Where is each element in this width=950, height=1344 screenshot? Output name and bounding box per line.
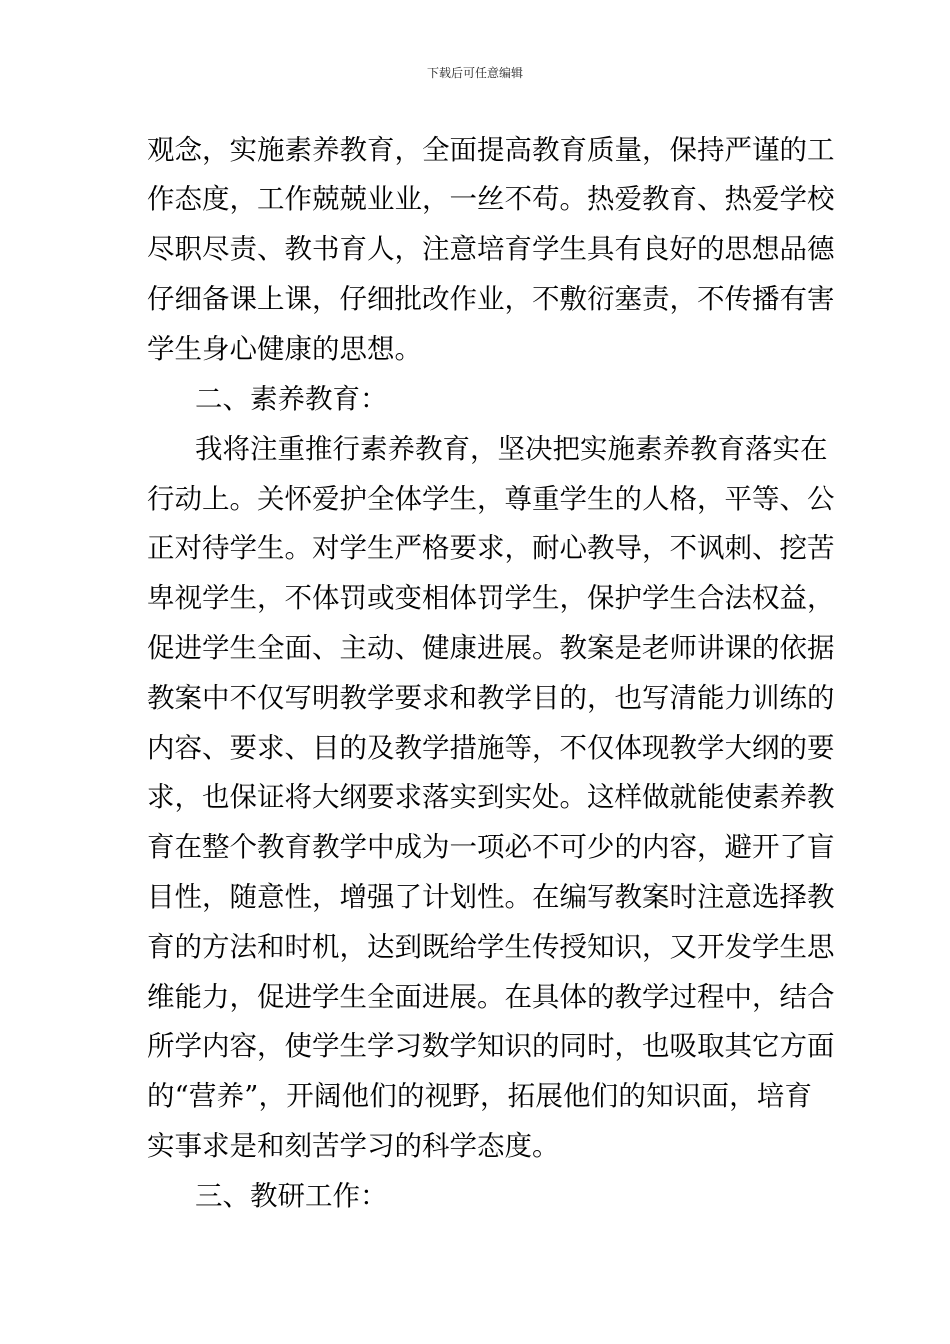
body-line: 教案中不仅写明教学要求和教学目的，也写清能力训练的 — [147, 682, 835, 714]
body-line: 尽职尽责、教书育人，注意培育学生具有良好的思想品德 — [147, 233, 835, 265]
body-line: 所学内容，使学生学习数学知识的同时，也吸取其它方面 — [147, 1030, 835, 1062]
section-heading: 二、素养教育： — [195, 383, 388, 415]
body-line: 求，也保证将大纲要求落实到实处。这样做就能使素养教 — [147, 781, 835, 813]
body-line: 我将注重推行素养教育，坚决把实施素养教育落实在 — [195, 433, 828, 465]
body-line: 目性，随意性，增强了计划性。在编写教案时注意选择教 — [147, 881, 835, 913]
body-line: 育的方法和时机，达到既给学生传授知识，又开发学生思 — [147, 931, 835, 963]
body-line: 的“营养”，开阔他们的视野，拓展他们的知识面，培育 — [147, 1080, 812, 1112]
body-line: 育在整个教育教学中成为一项必不可少的内容，避开了盲 — [147, 831, 835, 863]
body-line: 正对待学生。对学生严格要求，耐心教导，不讽刺、挖苦 — [147, 532, 835, 564]
body-line: 维能力，促进学生全面进展。在具体的教学过程中，结合 — [147, 981, 835, 1013]
body-line: 行动上。关怀爱护全体学生，尊重学生的人格，平等、公 — [147, 483, 835, 515]
body-line: 学生身心健康的思想。 — [147, 333, 422, 365]
body-line: 作态度，工作兢兢业业，一丝不苟。热爱教育、热爱学校 — [147, 183, 835, 215]
body-line: 卑视学生，不体罚或变相体罚学生，保护学生合法权益， — [147, 582, 835, 614]
body-line: 仔细备课上课，仔细批改作业，不敷衍塞责，不传播有害 — [147, 283, 835, 315]
page-header: 下载后可任意编辑 — [426, 66, 523, 80]
body-line: 观念，实施素养教育，全面提高教育质量，保持严谨的工 — [147, 134, 835, 166]
body-line: 促进学生全面、主动、健康进展。教案是老师讲课的依据 — [147, 632, 835, 664]
section-heading: 三、教研工作： — [195, 1180, 388, 1212]
body-line: 实事求是和刻苦学习的科学态度。 — [147, 1130, 560, 1162]
body-line: 内容、要求、目的及教学措施等，不仅体现教学大纲的要 — [147, 732, 835, 764]
